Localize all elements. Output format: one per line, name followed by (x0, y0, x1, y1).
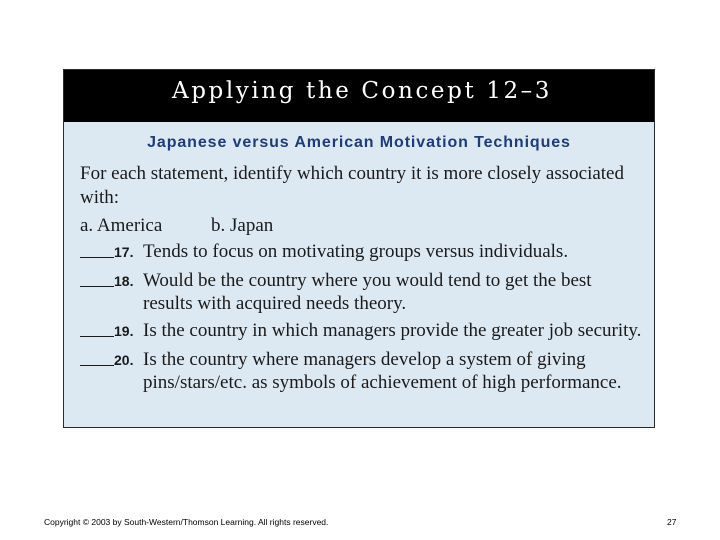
question-text-continued: results with acquired needs theory. (143, 293, 407, 314)
header-bar (64, 70, 654, 122)
option-a: a. America (80, 215, 163, 236)
copyright-notice: Copyright © 2003 by South-Western/Thomson Learning. All rights reserved. (44, 517, 329, 527)
concept-box (63, 69, 655, 428)
answer-blank[interactable] (80, 286, 114, 287)
instructions-line-1: For each statement, identify which country it is more closely associated (80, 163, 624, 184)
box-title: Applying the Concept 12–3 (172, 78, 553, 104)
question-text-continued: pins/stars/etc. as symbols of achievement of high performance. (143, 372, 622, 393)
question-number: 19. (114, 323, 134, 339)
question-number: 20. (114, 352, 134, 368)
question-text: Is the country where managers develop a system of giving (143, 349, 586, 370)
answer-blank[interactable] (80, 336, 114, 337)
question-text: Is the country in which managers provide the greater job security. (143, 320, 642, 341)
question-number: 18. (114, 273, 134, 289)
answer-options (80, 215, 274, 237)
option-b: b. Japan (211, 215, 274, 236)
question-text: Tends to focus on motivating groups versus individuals. (143, 241, 569, 262)
instructions-line-2: with: (80, 187, 120, 208)
page-number: 27 (667, 517, 677, 527)
box-subtitle: Japanese versus American Motivation Techniques (147, 134, 571, 151)
answer-blank[interactable] (80, 257, 114, 258)
question-text: Would be the country where you would tend to get the best (143, 270, 592, 291)
answer-blank[interactable] (80, 365, 114, 366)
question-number: 17. (114, 244, 134, 260)
